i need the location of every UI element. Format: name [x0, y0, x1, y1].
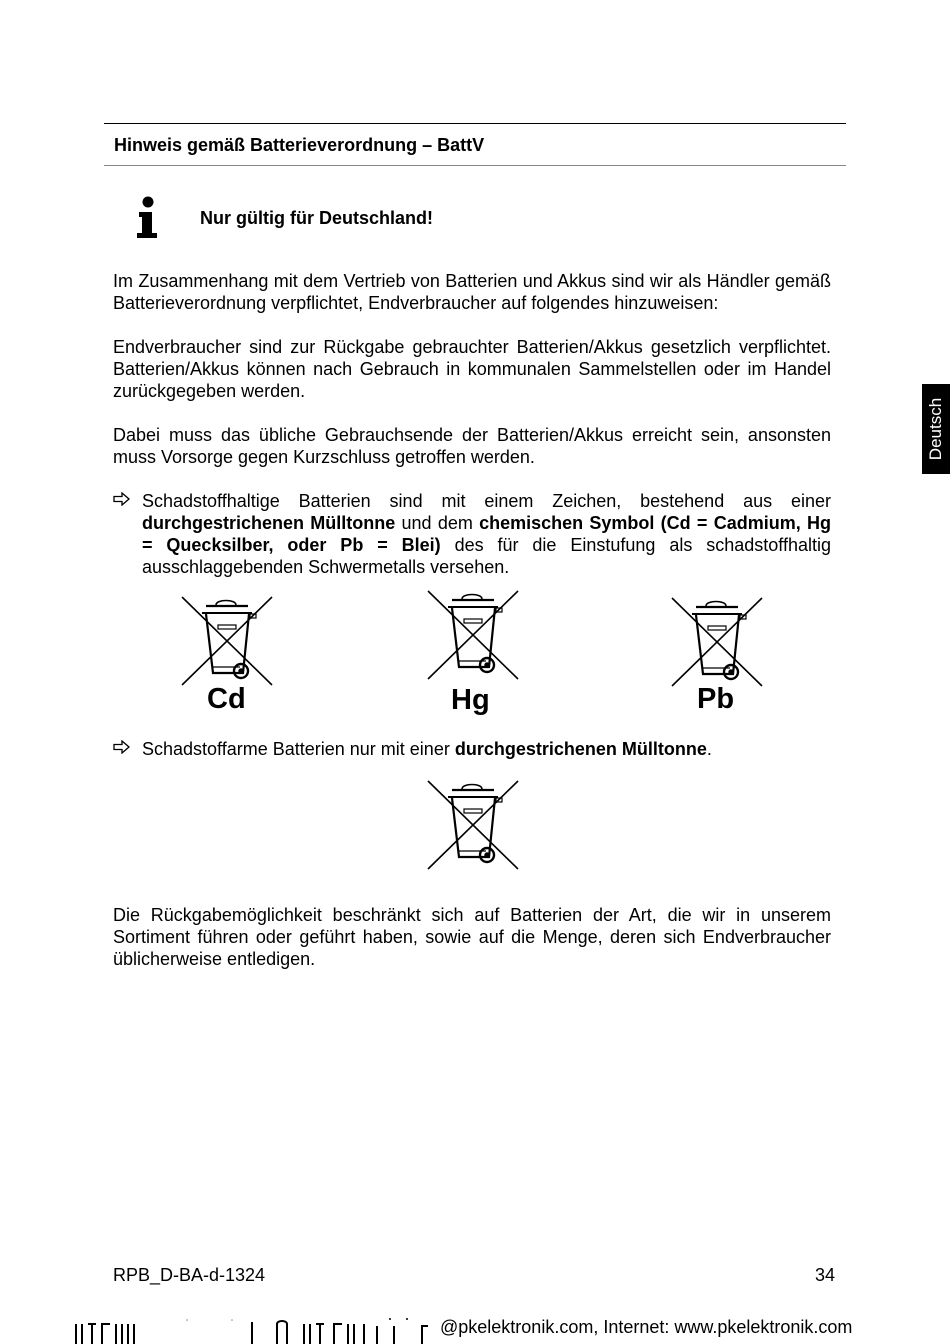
info-icon — [134, 196, 162, 240]
document-id: RPB_D-BA-d-1324 — [113, 1265, 266, 1285]
language-tab — [922, 384, 950, 474]
crossed-bin-icon — [180, 595, 274, 687]
paragraph-return-duty: Endverbraucher sind zur Rückgabe gebrauchter Batterien/Akkus gesetzlich verpflichtet. Batterien/Akkus können nach Gebrauch in kommunalen Sammelstellen oder im Handel zurückgegeben werden. — [113, 337, 831, 401]
contact-line: @pkelektronik.com, Internet: www.pkelektronik.com — [440, 1317, 853, 1337]
bullet-text: Schadstoffarme Batterien nur mit einer durchgestrichenen Mülltonne. — [142, 739, 712, 759]
symbol-mercury: Hg — [451, 684, 490, 716]
crossed-bin-icon — [426, 778, 520, 872]
paragraph-return-scope: Die Rückgabemöglichkeit beschränkt sich auf Batterien der Art, die wir in unserem Sortiment führen oder geführt haben, sowie auf die Menge, deren sich Endverbraucher üblicherweise entledigen. — [113, 905, 831, 969]
language-tab-label: Deutsch — [926, 397, 945, 461]
bullet-hazardous-batteries — [113, 490, 831, 578]
arrow-right-icon — [113, 740, 131, 754]
paragraph-short-circuit: Dabei muss das übliche Gebrauchsende der Batterien/Akkus erreicht sein, ansonsten muss Vorsorge gegen Kurzschluss getroffen werden. — [113, 425, 831, 467]
page-title: Hinweis gemäß Batterieverordnung – BattV — [114, 135, 485, 155]
scan-artifact — [72, 1316, 442, 1344]
notice-text: Nur gültig für Deutschland! — [200, 208, 433, 228]
arrow-right-icon — [113, 492, 131, 506]
symbol-lead: Pb — [697, 683, 735, 715]
bullet-low-pollutant-batteries — [113, 738, 831, 760]
symbol-cadmium: Cd — [207, 683, 246, 715]
crossed-bin-icon — [426, 588, 520, 682]
page-number: 34 — [815, 1265, 836, 1285]
heading-rule — [104, 165, 846, 166]
paragraph-intro: Im Zusammenhang mit dem Vertrieb von Batterien und Akkus sind wir als Händler gemäß Batterieverordnung verpflichtet, Endverbraucher auf folgendes hinzuweisen: — [113, 271, 831, 313]
crossed-bin-icon — [670, 596, 764, 688]
bullet-text: Schadstoffhaltige Batterien sind mit einem Zeichen, bestehend aus einer durchgestrichenen Mülltonne und dem chemischen Symbol (Cd = Cadmium, Hg = Quecksilber, oder Pb = Blei) des für die Einstufung als schadstoffhaltig ausschlaggebenden Schwermetalls versehen. — [142, 491, 831, 577]
top-rule — [104, 123, 846, 124]
